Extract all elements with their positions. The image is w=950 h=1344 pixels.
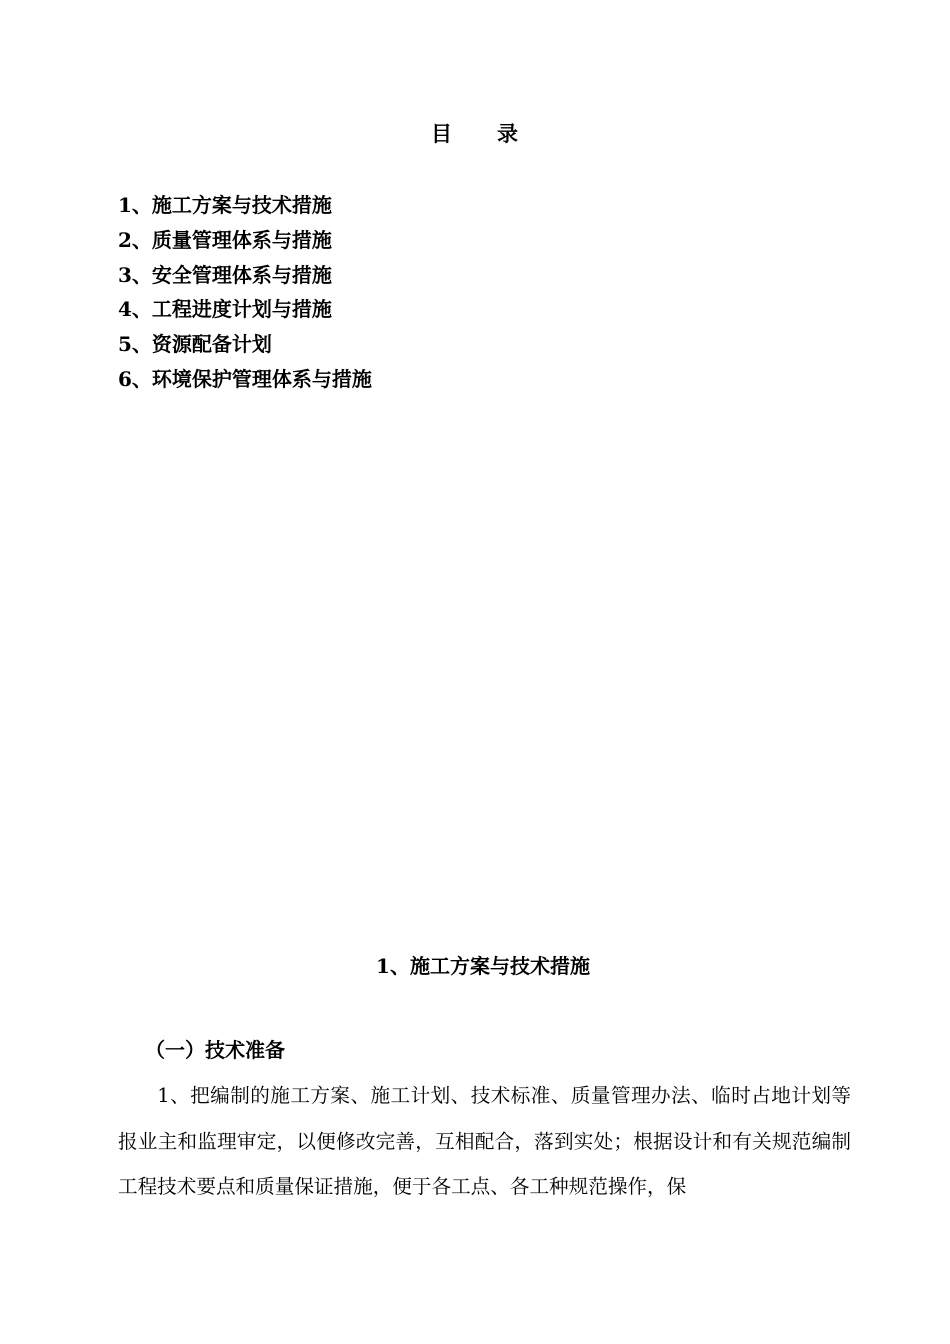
- toc-item-construction-plan[interactable]: 1、施工方案与技术措施: [118, 193, 332, 217]
- sub-heading-technical-preparation: （一）技术准备: [145, 1038, 285, 1062]
- toc-item-resource-plan[interactable]: 5、资源配备计划: [118, 332, 272, 357]
- toc-item-schedule-plan[interactable]: 4、工程进度计划与措施: [118, 297, 332, 322]
- toc-item-quality-management[interactable]: 2、质量管理体系与措施: [118, 227, 332, 252]
- toc-title-part2: 录: [497, 121, 519, 146]
- toc-list: [118, 188, 372, 397]
- toc-item-safety-management[interactable]: 3、安全管理体系与措施: [118, 262, 332, 287]
- toc-title: [0, 118, 950, 148]
- toc-item-environmental-protection[interactable]: 6、环境保护管理体系与措施: [118, 366, 372, 391]
- toc-title-part1: 目: [431, 121, 453, 146]
- section-title: 1、施工方案与技术措施: [376, 954, 590, 978]
- body-paragraph: 1、把编制的施工方案、施工计划、技术标准、质量管理办法、临时占地计划等报业主和监理审定，以便修改完善，互相配合，落到实处；根据设计和有关规范编制工程技术要点和质量保证措施，便于各工点、各工种规范操作，保: [118, 1084, 851, 1198]
